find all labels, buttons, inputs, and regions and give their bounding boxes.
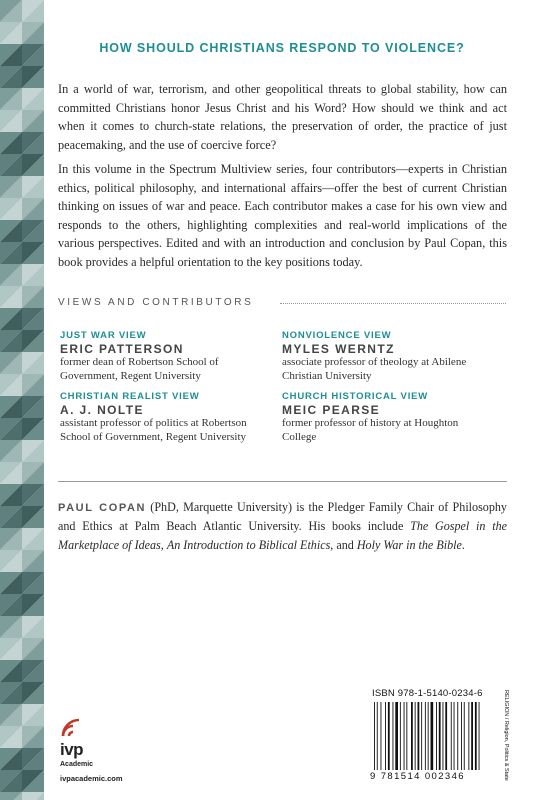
logo-wordmark: ivp xyxy=(60,740,84,759)
editor-bio xyxy=(58,498,507,554)
contributor-name: MYLES WERNTZ xyxy=(282,342,395,356)
view-church-historical xyxy=(282,391,492,444)
view-just-war xyxy=(60,330,260,383)
bio-end: . xyxy=(461,537,465,552)
contributor-name: MEIC PEARSE xyxy=(282,403,381,417)
view-nonviolence xyxy=(282,330,492,383)
contributor-name: A. J. NOLTE xyxy=(60,403,144,417)
section-divider xyxy=(58,481,507,482)
signal-arcs-icon xyxy=(60,716,90,738)
book-title: An Introduction to Biblical Ethics xyxy=(166,537,331,552)
barcode xyxy=(372,702,490,770)
view-title: CHURCH HISTORICAL VIEW xyxy=(282,391,429,402)
contributor-desc: associate professor of theology at Abilene Christian University xyxy=(282,356,467,382)
barcode-area xyxy=(370,685,515,788)
editor-name: PAUL COPAN xyxy=(58,502,147,514)
contributor-name: ERIC PATTERSON xyxy=(60,342,184,356)
views-divider xyxy=(280,303,506,304)
contributor-desc: former dean of Robertson School of Government, Regent University xyxy=(60,356,219,382)
view-title: NONVIOLENCE VIEW xyxy=(282,330,392,341)
bio-separator: , and xyxy=(330,537,357,552)
category-text: RELIGION / Religion, Politics & State xyxy=(503,690,509,781)
logo-subtitle: Academic xyxy=(60,761,94,768)
bio-separator: , xyxy=(160,537,167,552)
bio-text: (PhD, Marquette University) is the Pledger Family Chair of Philosophy and Ethics at Palm Beach Atlantic University. His books include xyxy=(58,500,507,534)
decorative-side-pattern xyxy=(0,0,44,800)
view-title: CHRISTIAN REALIST VIEW xyxy=(60,391,200,402)
view-title: JUST WAR VIEW xyxy=(60,330,147,341)
back-cover-headline: HOW SHOULD CHRISTIANS RESPOND TO VIOLENCE? xyxy=(99,41,465,55)
category-label xyxy=(497,690,511,781)
views-heading: VIEWS AND CONTRIBUTORS xyxy=(58,297,254,308)
contributor-desc: former professor of history at Houghton College xyxy=(282,417,459,443)
book-title: Holy War in the Bible xyxy=(356,537,462,552)
contributor-desc: assistant professor of politics at Robertson School of Government, Regent University xyxy=(60,417,247,443)
description-paragraph: In this volume in the Spectrum Multiview series, four contributors—experts in Christian ethics, political philosophy, and international affairs—offer the best of current Christian thinking on issues of war and peace. Each contributor makes a case for his own view and responds to the others, highlighting complexities and real-world implications of the various perspectives. Edited and with an introduction and conclusion by Paul Copan, this book provides a helpful orientation to the key positions today. xyxy=(58,162,507,269)
publisher-url: ivpacademic.com xyxy=(60,774,123,783)
barcode-digits: 9 781514 002346 xyxy=(370,771,465,782)
isbn-label: ISBN 978-1-5140-0234-6 xyxy=(372,688,483,699)
intro-paragraph: In a world of war, terrorism, and other geopolitical threats to global stability, how can committed Christians honor Jesus Christ and his Word? How should we think and act when it comes to church-state relations, the preservation of order, the practice of just peacemaking, and the use of coercive force? xyxy=(58,82,507,152)
book-title: The Gospel in the Marketplace of Ideas xyxy=(58,519,507,552)
view-christian-realist xyxy=(60,391,270,444)
